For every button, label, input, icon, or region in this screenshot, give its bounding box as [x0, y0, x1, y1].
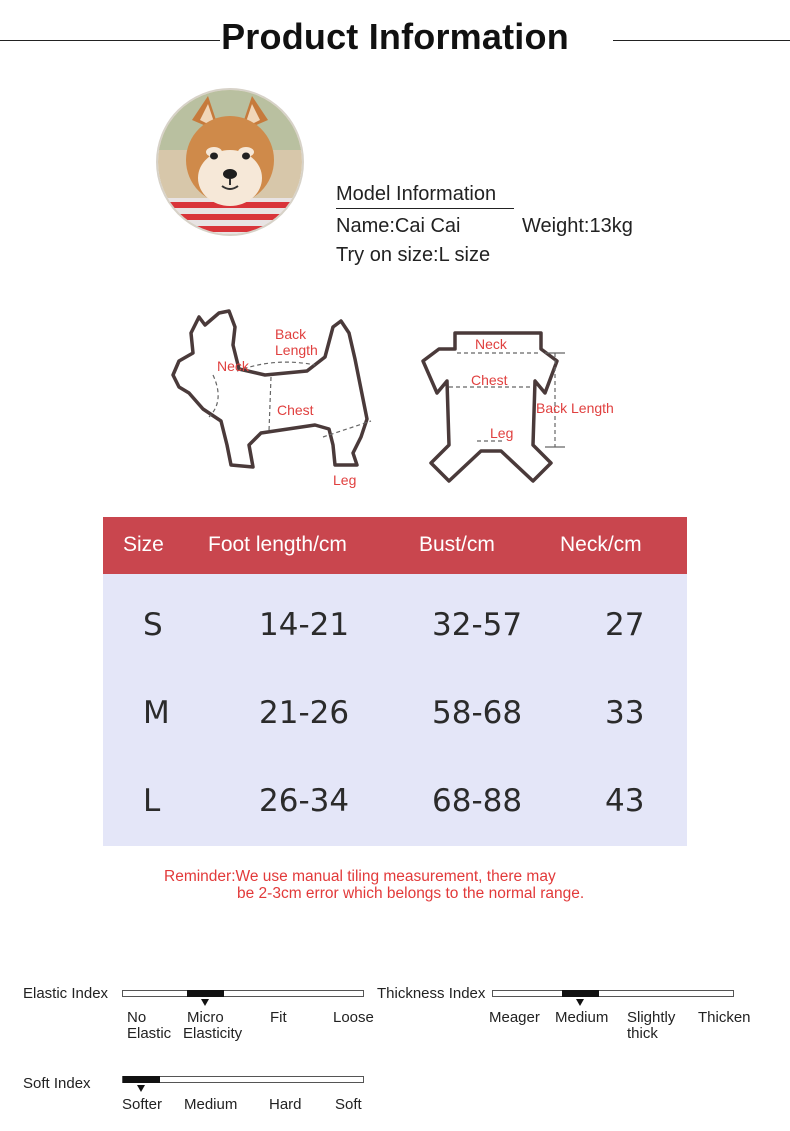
header-foot-length: Foot length/cm [208, 533, 347, 556]
thickness-pointer-icon [576, 999, 584, 1006]
elastic-option-loose: Loose [333, 1009, 374, 1026]
diagram-leg-label: Leg [333, 472, 357, 488]
thickness-index-bar [492, 990, 734, 997]
header-size: Size [123, 533, 164, 556]
size-table-header [103, 517, 687, 574]
table-cell-bust: 68-88 [432, 783, 523, 819]
diagram-back-label: Back [275, 326, 307, 342]
measurement-diagram [165, 305, 635, 505]
elastic-index-label: Elastic Index [23, 985, 109, 1002]
thickness-index-label: Thickness Index [377, 985, 486, 1002]
dog-outline-icon [173, 311, 367, 467]
elastic-pointer-icon [201, 999, 209, 1006]
thickness-option-thick: thick [627, 1025, 658, 1042]
elastic-index-fill [187, 990, 224, 997]
elastic-option-fit: Fit [270, 1009, 287, 1026]
table-cell-foot: 26-34 [259, 783, 350, 819]
model-dog-avatar [156, 88, 304, 236]
model-weight: Weight:13kg [522, 215, 633, 237]
garment-neck-label: Neck [475, 336, 507, 352]
model-name: Name:Cai Cai [336, 215, 461, 237]
reminder-line-2: be 2-3cm error which belongs to the normal range. [237, 885, 585, 902]
elastic-option-elastic: Elastic [127, 1025, 172, 1042]
table-cell-bust: 58-68 [432, 695, 523, 731]
thickness-option-slightly: Slightly [627, 1009, 676, 1026]
table-cell-foot: 14-21 [259, 607, 350, 643]
page-title: Product Information [221, 16, 569, 57]
thickness-index-fill [562, 990, 599, 997]
thickness-option-meager: Meager [489, 1009, 540, 1026]
table-cell-neck: 33 [605, 695, 645, 731]
header-neck: Neck/cm [560, 533, 642, 556]
soft-option-softer: Softer [122, 1096, 163, 1113]
size-table [103, 517, 687, 846]
reminder-line-1: Reminder:We use manual tiling measurement, there may [164, 868, 556, 885]
table-cell-size: M [143, 695, 170, 731]
garment-chest-label: Chest [471, 372, 508, 388]
diagram-chest-label: Chest [277, 402, 314, 418]
table-cell-foot: 21-26 [259, 695, 350, 731]
soft-pointer-icon [137, 1085, 145, 1092]
soft-index-bar [122, 1076, 364, 1083]
soft-option-hard: Hard [269, 1096, 302, 1113]
model-try-on-size: Try on size:L size [336, 244, 491, 266]
thickness-option-medium: Medium [555, 1009, 609, 1026]
elastic-option-elasticity: Elasticity [183, 1025, 243, 1042]
garment-leg-label: Leg [490, 425, 514, 441]
diagram-neck-label: Neck [217, 358, 249, 374]
table-cell-size: S [143, 607, 163, 643]
table-cell-neck: 43 [605, 783, 645, 819]
soft-option-medium: Medium [184, 1096, 238, 1113]
model-info-heading: Model Information [336, 183, 514, 209]
soft-index-fill [123, 1076, 160, 1083]
elastic-option-no: No [127, 1009, 147, 1026]
soft-option-soft: Soft [335, 1096, 362, 1113]
table-cell-bust: 32-57 [432, 607, 523, 643]
table-cell-size: L [143, 783, 161, 819]
table-cell-neck: 27 [605, 607, 645, 643]
thickness-option-thicken: Thicken [698, 1009, 751, 1026]
diagram-length-label: Length [275, 342, 318, 358]
garment-back-length-label: Back Length [536, 400, 614, 416]
elastic-option-micro: Micro [187, 1009, 224, 1026]
header-bust: Bust/cm [419, 533, 495, 556]
soft-index-label: Soft Index [23, 1075, 91, 1092]
elastic-index-bar [122, 990, 364, 997]
